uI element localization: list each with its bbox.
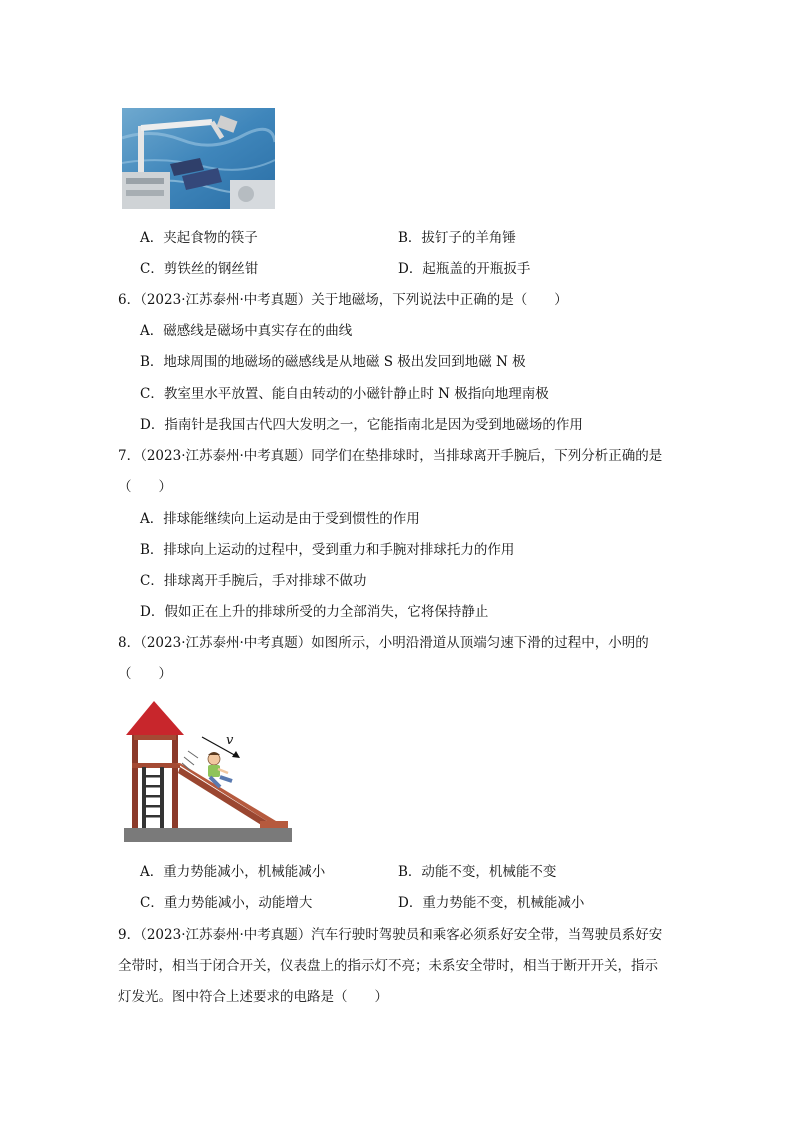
q9-line-3: 灯发光。图中符合上述要求的电路是（ ） xyxy=(118,989,388,1005)
q8-option-a: A．重力势能减小，机械能减小 xyxy=(140,864,326,880)
q8-stem: 8．（2023·江苏泰州·中考真题）如图所示，小明沿滑道从顶端匀速下滑的过程中，小明的 xyxy=(118,635,649,651)
q6-option-c: C．教室里水平放置、能自由转动的小磁针静止时 N 极指向地理南极 xyxy=(140,386,549,402)
space-station-arm-photo xyxy=(122,108,275,209)
q6-option-d: D．指南针是我国古代四大发明之一，它能指南北是因为受到地磁场的作用 xyxy=(140,417,583,433)
velocity-label: v xyxy=(226,733,234,748)
q7-option-a: A．排球能继续向上运动是由于受到惯性的作用 xyxy=(140,511,420,527)
q8-stem-continued: （ ） xyxy=(118,666,172,682)
q7-option-c: C．排球离开手腕后，手对排球不做功 xyxy=(140,573,367,589)
q6-option-b: B．地球周围的地磁场的磁感线是从地磁 S 极出发回到地磁 N 极 xyxy=(140,354,526,370)
q8-option-b: B．动能不变，机械能不变 xyxy=(398,864,557,880)
q7-stem: 7．（2023·江苏泰州·中考真题）同学们在垫排球时，当排球离开手腕后，下列分析正确的是 xyxy=(118,448,663,464)
q5-option-c: C．剪铁丝的钢丝钳 xyxy=(140,261,259,277)
q6-stem: 6．（2023·江苏泰州·中考真题）关于地磁场，下列说法中正确的是（ ） xyxy=(118,292,568,308)
q5-option-a: A．夹起食物的筷子 xyxy=(140,230,258,246)
q5-option-b: B．拔钉子的羊角锤 xyxy=(398,230,516,246)
q8-option-c: C．重力势能减小，动能增大 xyxy=(140,895,313,911)
q7-option-d: D．假如正在上升的排球所受的力全部消失，它将保持静止 xyxy=(140,604,489,620)
q8-option-d: D．重力势能不变，机械能减小 xyxy=(398,895,585,911)
q9-line-2: 全带时，相当于闭合开关，仪表盘上的指示灯不亮；未系安全带时，相当于断开开关，指示 xyxy=(118,958,658,974)
slide-figure xyxy=(120,695,295,845)
q6-option-a: A．磁感线是磁场中真实存在的曲线 xyxy=(140,323,353,339)
q7-stem-continued: （ ） xyxy=(118,479,172,495)
q5-option-d: D．起瓶盖的开瓶扳手 xyxy=(398,261,531,277)
q9-line-1: 9．（2023·江苏泰州·中考真题）汽车行驶时驾驶员和乘客必须系好安全带，当驾驶员系好安 xyxy=(118,927,663,943)
q7-option-b: B．排球向上运动的过程中，受到重力和手腕对排球托力的作用 xyxy=(140,542,515,558)
